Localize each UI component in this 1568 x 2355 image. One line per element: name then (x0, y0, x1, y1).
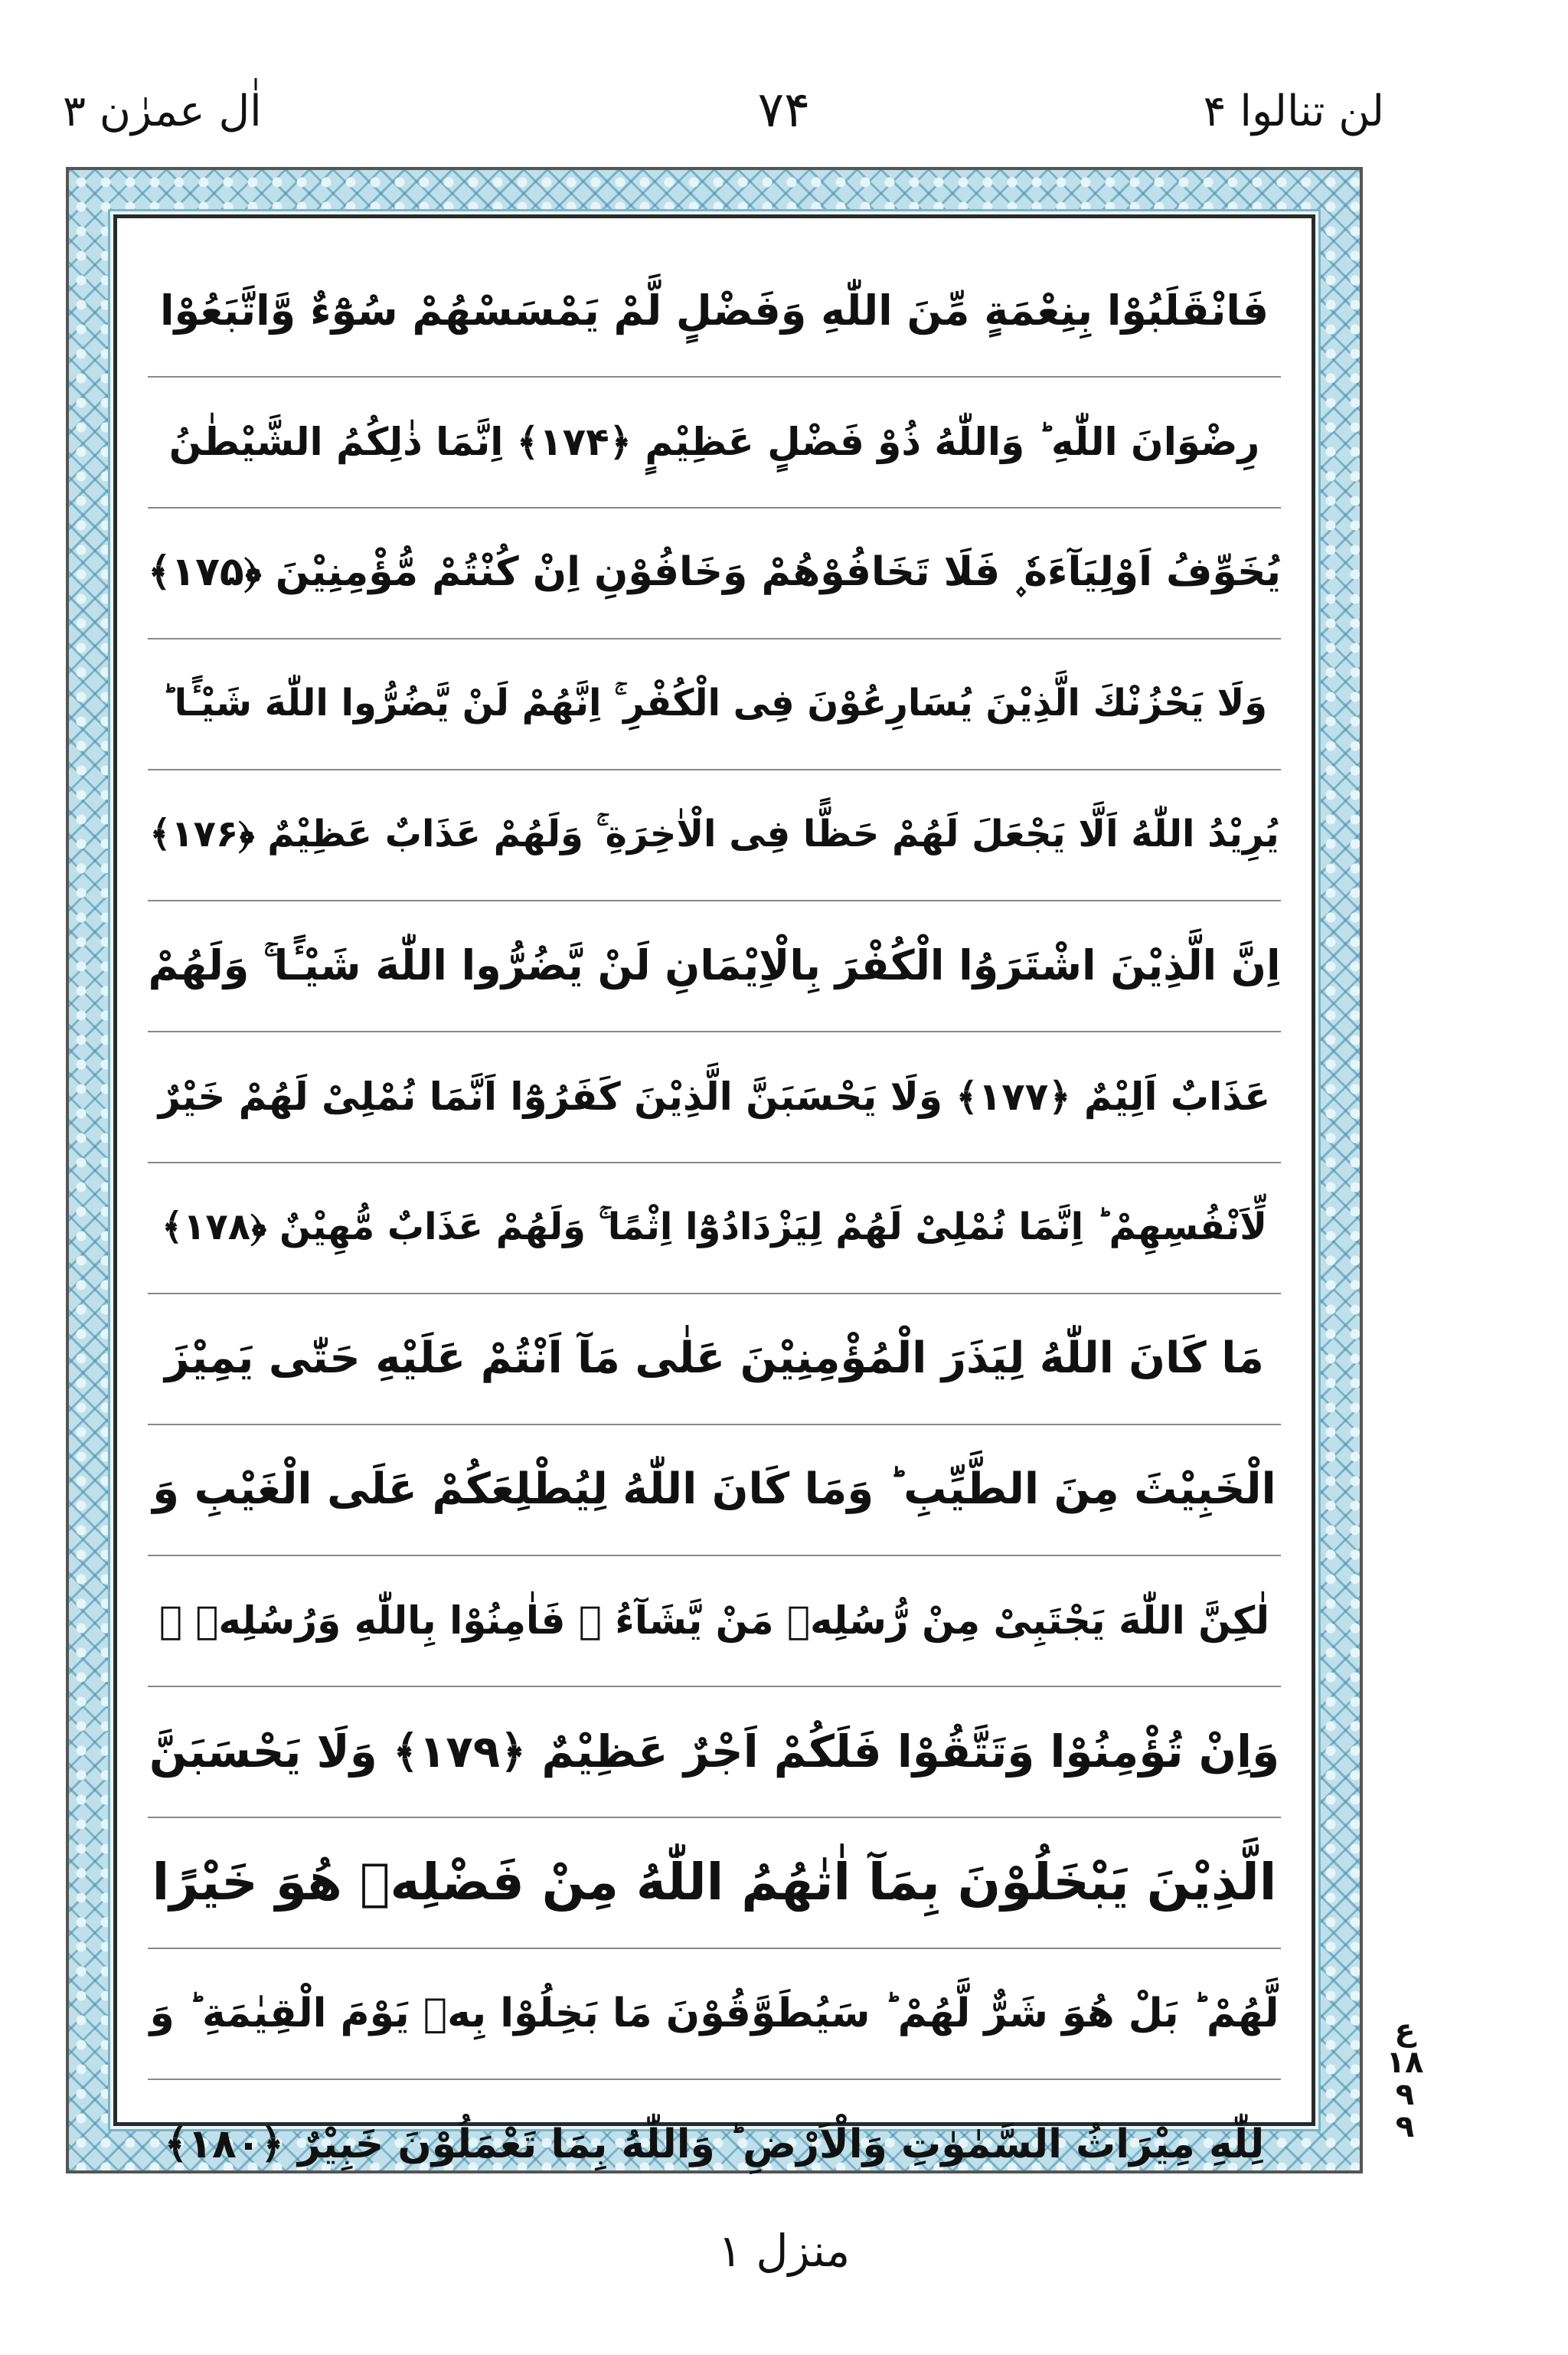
text-line: لِّاَنْفُسِهِمْ ؕ اِنَّمَا نُمْلِىْ لَهُمْ لِيَزْدَادُوْٓا اِثْمًا ۚ وَلَهُمْ عَذَابٌ مُّهِيْنٌ ﴿۱۷۸﴾ (148, 1162, 1281, 1294)
text-line: فَانْقَلَبُوْا بِنِعْمَةٍ مِّنَ اللّٰهِ وَفَضْلٍ لَّمْ يَمْسَسْهُمْ سُوْٓءٌ وَّاتَّبَعُوْا (148, 245, 1281, 378)
text-line: الْخَبِيْثَ مِنَ الطَّيِّبِ ؕ وَمَا كَانَ اللّٰهُ لِيُطْلِعَكُمْ عَلَى الْغَيْبِ وَ (148, 1424, 1281, 1556)
text-line: عَذَابٌ اَلِيْمٌ ﴿۱۷۷﴾ وَلَا يَحْسَبَنَّ الَّذِيْنَ كَفَرُوْٓا اَنَّمَا نُمْلِىْ لَهُمْ خَيْرٌ (148, 1031, 1281, 1163)
text-line: يُخَوِّفُ اَوْلِيَآءَهٗ ۪ فَلَا تَخَافُوْهُمْ وَخَافُوْنِ اِنْ كُنْتُمْ مُّؤْمِنِيْنَ ﴿۱۷۵﴾ (148, 507, 1281, 639)
text-panel (113, 214, 1315, 2167)
text-line: مَا كَانَ اللّٰهُ لِيَذَرَ الْمُؤْمِنِيْنَ عَلٰى مَآ اَنْتُمْ عَلَيْهِ حَتّٰى يَمِيْزَ (148, 1293, 1281, 1425)
text-line: اِنَّ الَّذِيْنَ اشْتَرَوُا الْكُفْرَ بِالْاِيْمَانِ لَنْ يَّضُرُّوا اللّٰهَ شَيْـًٔا ۚ وَلَهُمْ (148, 900, 1281, 1032)
surah-name-header: اٰل عمرٰن ۳ (63, 87, 262, 136)
text-line: الَّذِيْنَ يَبْخَلُوْنَ بِمَآ اٰتٰهُمُ اللّٰهُ مِنْ فَضْلِهٖ هُوَ خَيْرًا (148, 1817, 1281, 1949)
page-number: ۷۴ (757, 82, 811, 139)
text-line: يُرِيْدُ اللّٰهُ اَلَّا يَجْعَلَ لَهُمْ حَظًّا فِى الْاٰخِرَةِ ۚ وَلَهُمْ عَذَابٌ عَظِيْمٌ ﴿۱۷۶﴾ (148, 769, 1281, 901)
manzil-footer: منزل ۱ (717, 2225, 851, 2277)
text-line: لَّهُمْ ؕ بَلْ هُوَ شَرٌّ لَّهُمْ ؕ سَيُطَوَّقُوْنَ مَا بَخِلُوْا بِهٖ يَوْمَ الْقِيٰمَةِ ؕ وَ (148, 1948, 1281, 2080)
decorative-page-border (66, 167, 1363, 2173)
text-line: وَاِنْ تُؤْمِنُوْا وَتَتَّقُوْا فَلَكُمْ اَجْرٌ عَظِيْمٌ ﴿۱۷۹﴾ وَلَا يَحْسَبَنَّ (148, 1686, 1281, 1818)
text-line: لِلّٰهِ مِيْرَاثُ السَّمٰوٰتِ وَالْاَرْضِ ؕ وَاللّٰهُ بِمَا تَعْمَلُوْنَ خَبِيْرٌ ﴿۱۸۰﴾ (164, 2121, 1265, 2167)
text-line: رِضْوَانَ اللّٰهِ ؕ وَاللّٰهُ ذُوْ فَضْلٍ عَظِيْمٍ ﴿۱۷۴﴾ اِنَّمَا ذٰلِكُمُ الشَّيْطٰنُ (148, 376, 1281, 509)
text-line: لٰكِنَّ اللّٰهَ يَجْتَبِىْ مِنْ رُّسُلِهٖ مَنْ يَّشَآءُ ۪ فَاٰمِنُوْا بِاللّٰهِ وَرُسُلِهٖ ۚ (148, 1555, 1281, 1687)
rukuh-marker: ع ۱۸ ۹ ۹ (1386, 2013, 1424, 2144)
text-line: وَلَا يَحْزُنْكَ الَّذِيْنَ يُسَارِعُوْنَ فِى الْكُفْرِ ۚ اِنَّهُمْ لَنْ يَّضُرُّوا اللّٰهَ شَيْـًٔا ؕ (148, 638, 1281, 770)
juz-name-header: لن تنالوا ۴ (1203, 87, 1384, 136)
